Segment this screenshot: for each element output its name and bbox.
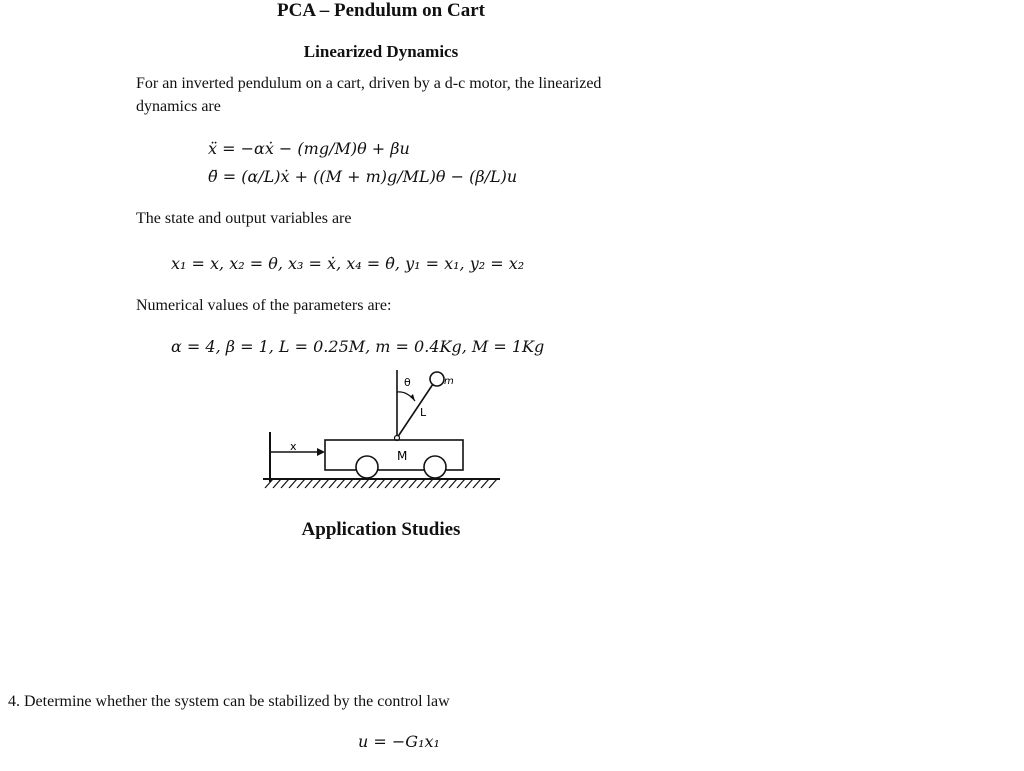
section-heading-dynamics: Linearized Dynamics — [303, 42, 459, 61]
equation-theta-accel: θ̈ = (α/L)ẋ + ((M + m)g/ML)θ − (β/L)u — [208, 167, 518, 186]
question-4: 4. Determine whether the system can be stabilized by the control law — [8, 693, 450, 710]
mass-label: m — [444, 376, 454, 387]
x-label: x — [290, 440, 297, 453]
pendulum-cart-diagram — [255, 364, 505, 496]
state-variables-label: The state and output variables are — [136, 210, 352, 227]
cart-mass-label: M — [397, 449, 408, 463]
theta-label: θ — [404, 376, 411, 389]
equation-x-accel: ẍ = −αẋ − (mg/M)θ + βu — [208, 139, 410, 158]
pendulum-mass — [430, 372, 444, 386]
length-label: L — [420, 406, 427, 419]
numerical-values-label: Numerical values of the parameters are: — [136, 297, 392, 314]
page-title: PCA – Pendulum on Cart — [277, 0, 485, 21]
state-variables-equation: x₁ = x, x₂ = θ, x₃ = ẋ, x₄ = θ̇, y₁ = x₁, y₂ = x₂ — [171, 254, 525, 273]
parameter-values: α = 4, β = 1, L = 0.25M, m = 0.4Kg, M = 1Kg — [171, 337, 545, 356]
ground-hatching — [265, 479, 497, 488]
section-heading-application: Application Studies — [301, 519, 461, 540]
wheel-right — [424, 456, 446, 478]
control-law-equation: u = −G₁x₁ — [358, 732, 440, 751]
wheel-left — [356, 456, 378, 478]
intro-paragraph: For an inverted pendulum on a cart, driven by a d-c motor, the linearized dynamics are — [136, 75, 602, 115]
